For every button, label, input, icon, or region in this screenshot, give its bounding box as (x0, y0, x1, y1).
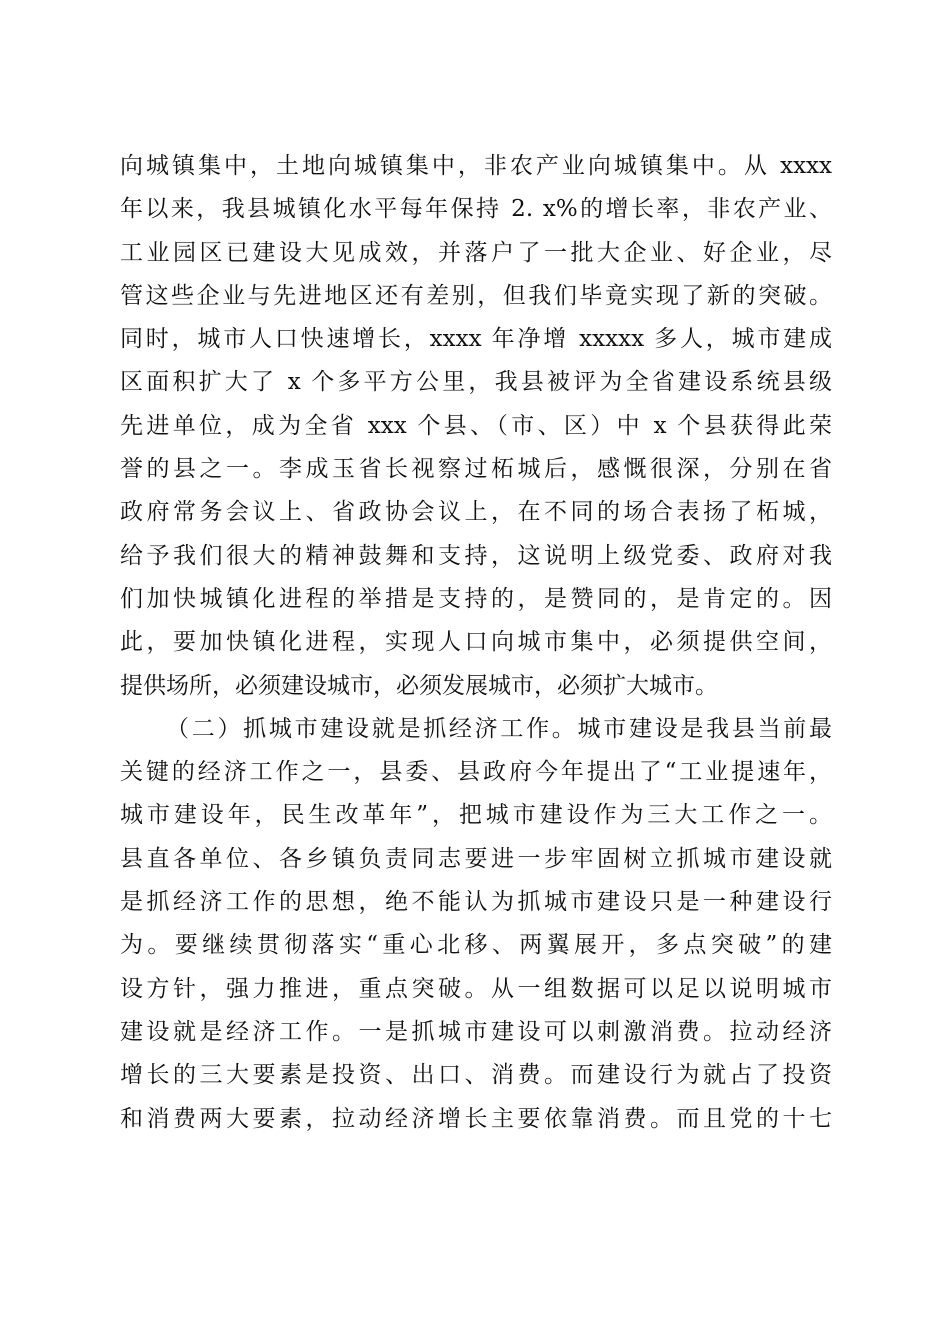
paragraph-line: 建设就是经济工作。一是抓城市建设可以刺激消费。拉动经济 (120, 1018, 832, 1045)
body-text (120, 145, 832, 1141)
paragraph-line: 先进单位，成为全省 xxx 个县、（市、区）中 x 个县获得此荣 (120, 412, 832, 439)
paragraph-line: 区面积扩大了 x 个多平方公里，我县被评为全省建设系统县级 (120, 369, 832, 396)
section-heading: （二）抓城市建设就是抓经济工作。 (166, 715, 578, 742)
paragraph-line: 政府常务会议上、省政协会议上，在不同的场合表扬了柘城， (120, 499, 832, 526)
paragraph-first-line (120, 708, 832, 751)
paragraph-line: 同时，城市人口快速增长，xxxx 年净增 xxxxx 多人，城市建成 (120, 326, 832, 353)
paragraph-line: 增长的三大要素是投资、出口、消费。而建设行为就占了投资 (120, 1062, 832, 1089)
paragraph-line: 城市建设年，民生改革年”，把城市建设作为三大工作之一。 (120, 802, 832, 829)
paragraph-line: 是抓经济工作的思想，绝不能认为抓城市建设只是一种建设行 (120, 889, 832, 916)
paragraph-line: 和消费两大要素，拉动经济增长主要依靠消费。而且党的十七 (120, 1105, 832, 1132)
paragraph-line: 此，要加快镇化进程，实现人口向城市集中，必须提供空间， (120, 629, 832, 656)
paragraph-line: 们加快城镇化进程的举措是支持的，是赞同的，是肯定的。因 (120, 585, 832, 612)
paragraph-line: 管这些企业与先进地区还有差别，但我们毕竟实现了新的突破。 (120, 282, 832, 309)
paragraph-line: 城市建设是我县当前最 (577, 715, 833, 742)
paragraph-2 (120, 708, 832, 1141)
paragraph-line: 设方针，强力推进，重点突破。从一组数据可以足以说明城市 (120, 975, 832, 1002)
paragraph-line: 年以来，我县城镇化水平每年保持 2. x%的增长率，非农产业、 (120, 196, 832, 223)
paragraph-line: 给予我们很大的精神鼓舞和支持，这说明上级党委、政府对我 (120, 542, 832, 569)
paragraph-line: 誉的县之一。李成玉省长视察过柘城后，感慨很深，分别在省 (120, 456, 832, 483)
paragraph-line: 关键的经济工作之一，县委、县政府今年提出了“工业提速年， (120, 759, 832, 786)
paragraph-line: 为。要继续贯彻落实“重心北移、两翼展开，多点突破”的建 (120, 932, 832, 959)
paragraph-1 (120, 145, 832, 708)
paragraph-line: 县直各单位、各乡镇负责同志要进一步牢固树立抓城市建设就 (120, 845, 832, 872)
paragraph-line: 提供场所，必须建设城市，必须发展城市，必须扩大城市。 (120, 672, 718, 699)
paragraph-line: 向城镇集中，土地向城镇集中，非农产业向城镇集中。从 xxxx (120, 153, 832, 179)
paragraph-line: 工业园区已建设大见成效，并落户了一批大企业、好企业，尽 (120, 239, 832, 266)
